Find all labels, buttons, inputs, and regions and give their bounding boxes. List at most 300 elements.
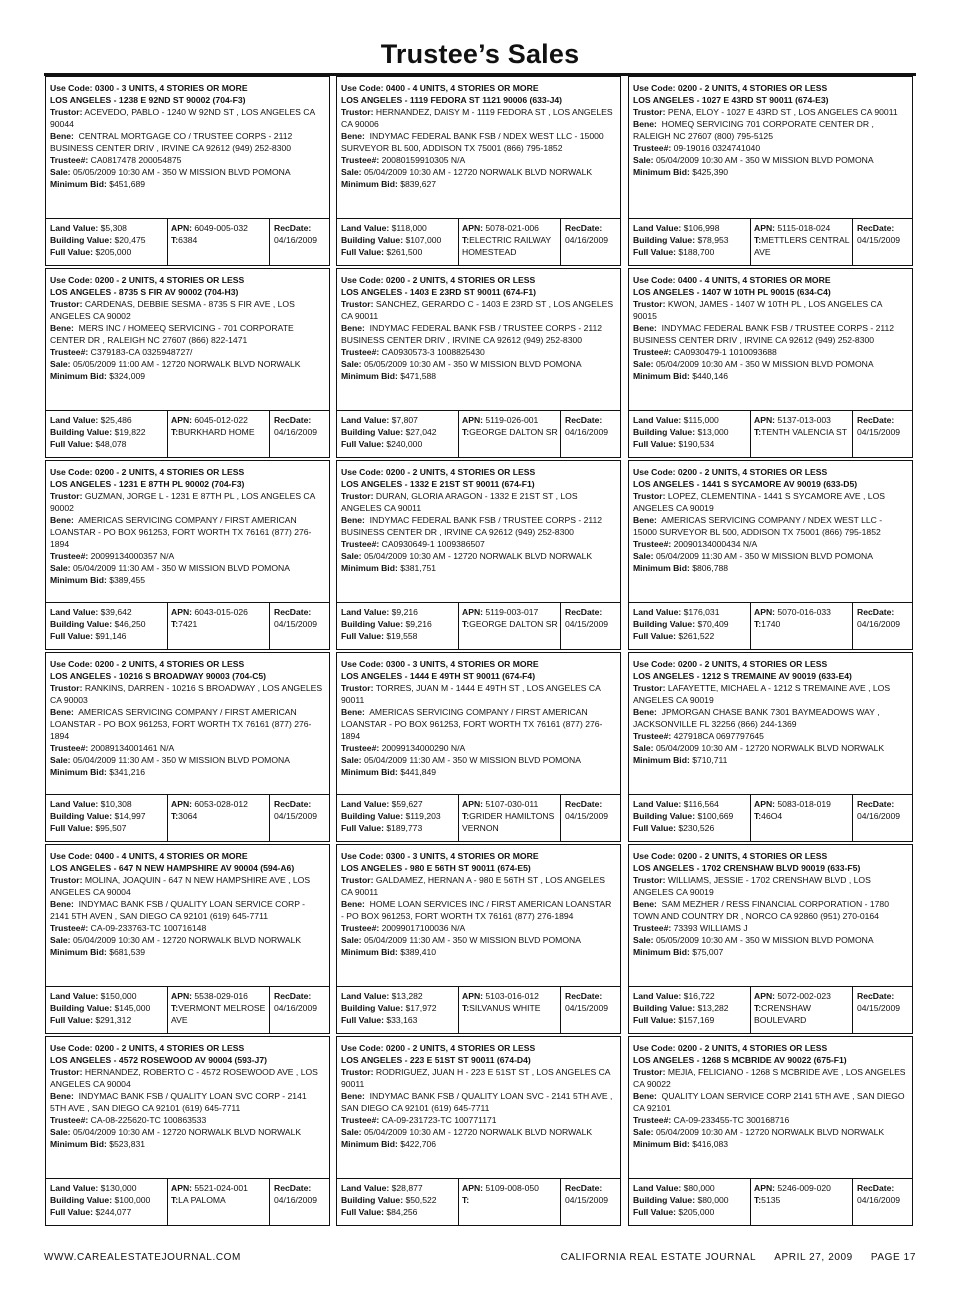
recdate-cell	[565, 990, 620, 1014]
land-value-line	[341, 990, 455, 1002]
trustor-value: SANCHEZ, GERARDO C - 1403 E 23RD ST , LOS ANGELES CA 90011	[341, 299, 614, 321]
apn-label: APN:	[171, 415, 193, 425]
trustee-label: Trustee#:	[341, 347, 380, 357]
sale-line	[633, 934, 908, 946]
page-title: Trustee’s Sales	[380, 39, 580, 69]
land-value-line	[633, 414, 747, 426]
trustee-label: Trustee#:	[50, 551, 89, 561]
land-value-label: Land Value:	[633, 223, 682, 233]
apn-cell	[458, 219, 561, 266]
min-bid-label: Minimum Bid:	[633, 1139, 690, 1149]
tract-line	[754, 810, 852, 822]
trustee-label: Trustee#:	[341, 743, 380, 753]
trustee-value: 20099134000357 N/A	[90, 551, 175, 561]
full-value-label: Full Value:	[341, 1015, 384, 1025]
valuation-row	[46, 218, 329, 266]
bene-label: Bene:	[633, 119, 657, 129]
listing-card	[628, 844, 913, 1034]
building-value-line	[341, 1002, 455, 1014]
min-bid-value: $681,539	[109, 947, 146, 957]
min-bid-value: $441,849	[400, 767, 437, 777]
tract-label: T:	[754, 1195, 762, 1205]
property-address: LOS ANGELES - 1268 S MCBRIDE AV 90022 (675-F1)	[633, 1055, 847, 1065]
land-value: $150,000	[100, 991, 137, 1001]
use-code: Use Code: 0200 - 2 UNITS, 4 STORIES OR LESS	[50, 467, 245, 477]
recdate-value: 04/15/2009	[565, 619, 609, 629]
land-value-label: Land Value:	[341, 991, 390, 1001]
trustor-value: LOPEZ, CLEMENTINA - 1441 S SYCAMORE AVE , LOS ANGELES CA 90019	[633, 491, 886, 513]
apn-line	[171, 414, 269, 426]
apn-cell	[458, 1179, 561, 1226]
recdate-value: 04/16/2009	[274, 1195, 318, 1205]
bene-line	[633, 118, 908, 142]
min-bid-line	[50, 946, 325, 958]
land-value: $9,216	[391, 607, 418, 617]
land-value-line	[341, 606, 455, 618]
listings-row	[44, 76, 916, 268]
trustee-value: 09-19016 0324741040	[673, 143, 761, 153]
full-value-line	[50, 438, 164, 450]
building-value-line	[50, 810, 164, 822]
recdate-label: RecDate:	[565, 223, 603, 233]
building-value-label: Building Value:	[633, 1003, 696, 1013]
trustee-line	[341, 154, 616, 166]
tract-line	[462, 1194, 560, 1206]
trustor-value: CARDENAS, DEBBIE SESMA - 8735 S FIR AVE , LOS ANGELES CA 90002	[50, 299, 295, 321]
recdate-value: 04/15/2009	[565, 1003, 609, 1013]
recdate-label: RecDate:	[565, 799, 603, 809]
land-value-line	[633, 990, 747, 1002]
full-value-line	[633, 630, 747, 642]
sale-label: Sale:	[633, 359, 654, 369]
land-value-line	[50, 990, 164, 1002]
full-value-label: Full Value:	[341, 439, 384, 449]
recdate-value: 04/16/2009	[857, 1195, 901, 1205]
tract-line	[462, 426, 560, 438]
apn-line	[462, 414, 560, 426]
full-value: $157,169	[678, 1015, 715, 1025]
values-cell	[50, 798, 164, 834]
land-value: $106,998	[683, 223, 720, 233]
recdate-label: RecDate:	[857, 991, 895, 1001]
land-value: $13,282	[391, 991, 423, 1001]
min-bid-value: $440,146	[692, 371, 729, 381]
sale-line	[50, 1126, 325, 1138]
listing-info	[341, 850, 616, 958]
trustor-label: Trustor:	[633, 1067, 666, 1077]
full-value: $33,163	[386, 1015, 418, 1025]
sale-value: 05/04/2009 11:30 AM - 350 W MISSION BLVD POMONA	[72, 563, 290, 573]
bene-value: JPMORGAN CHASE BANK 7301 BAYMEADOWS WAY , JACKSONVILLE FL 32256 (866) 244-1369	[633, 707, 880, 729]
apn-cell	[750, 603, 853, 650]
sale-value: 05/04/2009 10:30 AM - 12720 NORWALK BLVD NORWALK	[72, 1127, 302, 1137]
min-bid-value: $839,627	[400, 179, 437, 189]
valuation-row	[629, 794, 912, 842]
valuation-row	[46, 410, 329, 458]
apn-value: 5538-029-016	[194, 991, 248, 1001]
trustee-line	[633, 538, 908, 550]
building-value-line	[341, 810, 455, 822]
recdate-cell	[857, 222, 912, 246]
use-code: Use Code: 0200 - 2 UNITS, 4 STORIES OR LESS	[50, 275, 245, 285]
building-value-line	[341, 618, 455, 630]
full-value-line	[633, 246, 747, 258]
bene-value: INDYMAC BANK FSB / QUALITY LOAN SVC CORP - 2141 5TH AVE , SAN DIEGO CA 92101 (619) 645-7711	[50, 1091, 307, 1113]
bene-value: QUALITY LOAN SERVICE CORP 2141 5TH AVE , SAN DIEGO CA 92101	[633, 1091, 905, 1113]
building-value: $27,042	[405, 427, 437, 437]
trustee-line	[633, 730, 908, 742]
listing-info	[633, 658, 908, 766]
bene-line	[50, 322, 325, 346]
full-value-label: Full Value:	[50, 823, 93, 833]
apn-cell	[750, 987, 853, 1034]
listing-info	[633, 274, 908, 382]
apn-line	[171, 798, 269, 810]
full-value-line	[50, 246, 164, 258]
footer-page: PAGE 17	[870, 1252, 916, 1263]
building-value: $13,000	[697, 427, 729, 437]
trustor-label: Trustor:	[50, 1067, 83, 1077]
land-value: $116,564	[683, 799, 719, 809]
building-value: $119,203	[405, 811, 441, 821]
min-bid-line	[50, 370, 325, 382]
recdate-label: RecDate:	[565, 1183, 603, 1193]
apn-label: APN:	[754, 223, 776, 233]
apn-cell	[167, 219, 270, 266]
trustor-line	[50, 874, 325, 898]
sale-line	[50, 166, 325, 178]
min-bid-value: $389,410	[400, 947, 437, 957]
trustor-value: GALDAMEZ, HERNAN A - 980 E 56TH ST , LOS ANGELES CA 90011	[341, 875, 605, 897]
use-code: Use Code: 0200 - 2 UNITS, 4 STORIES OR LESS	[633, 467, 828, 477]
valuation-row	[46, 1178, 329, 1226]
valuation-row	[629, 218, 912, 266]
recdate-value: 04/16/2009	[274, 427, 318, 437]
apn-cell	[750, 1179, 853, 1226]
tract-label: T:	[754, 811, 762, 821]
use-code: Use Code: 0200 - 2 UNITS, 4 STORIES OR LESS	[50, 659, 245, 669]
apn-label: APN:	[754, 991, 776, 1001]
footer-website[interactable]: WWW.CAREALESTATEJOURNAL.COM	[44, 1252, 241, 1263]
listing-info	[341, 82, 616, 190]
full-value-line	[633, 1014, 747, 1026]
full-value: $95,507	[95, 823, 127, 833]
sale-label: Sale:	[633, 551, 654, 561]
building-value: $19,822	[114, 427, 146, 437]
values-cell	[341, 414, 455, 450]
values-cell	[50, 990, 164, 1026]
bene-label: Bene:	[341, 899, 365, 909]
listing-info	[341, 658, 616, 778]
building-value-label: Building Value:	[50, 1195, 113, 1205]
listing-card	[336, 652, 621, 842]
sale-line	[341, 754, 616, 766]
building-value-line	[50, 1194, 164, 1206]
land-value-line	[341, 414, 455, 426]
land-value-line	[50, 222, 164, 234]
min-bid-line	[633, 370, 908, 382]
valuation-row	[629, 410, 912, 458]
bene-line	[633, 322, 908, 346]
land-value-label: Land Value:	[341, 1183, 390, 1193]
tract-line	[171, 1002, 269, 1026]
tract-value: LA PALOMA	[178, 1195, 226, 1205]
tract-line	[754, 426, 852, 438]
bene-line	[50, 706, 325, 742]
tract-line	[462, 810, 560, 834]
full-value-label: Full Value:	[633, 1015, 676, 1025]
trustor-label: Trustor:	[50, 683, 83, 693]
apn-cell	[458, 987, 561, 1034]
trustee-label: Trustee#:	[341, 923, 380, 933]
bene-label: Bene:	[341, 707, 365, 717]
land-value: $59,627	[391, 799, 423, 809]
tract-line	[754, 234, 852, 258]
property-address: LOS ANGELES - 1238 E 92ND ST 90002 (704-F3)	[50, 95, 246, 105]
listings-row	[44, 268, 916, 460]
full-value-line	[341, 1206, 455, 1218]
valuation-row	[337, 602, 620, 650]
full-value-label: Full Value:	[50, 1207, 93, 1217]
building-value-line	[341, 426, 455, 438]
sale-value: 05/05/2009 11:00 AM - 12720 NORWALK BLVD NORWALK	[72, 359, 301, 369]
min-bid-label: Minimum Bid:	[50, 179, 107, 189]
min-bid-value: $710,711	[692, 755, 728, 765]
valuation-row	[337, 218, 620, 266]
apn-value: 5115-018-024	[777, 223, 831, 233]
tract-label: T:	[462, 427, 470, 437]
apn-cell	[750, 219, 853, 266]
property-address: LOS ANGELES - 1403 E 23RD ST 90011 (674-F1)	[341, 287, 537, 297]
apn-value: 6053-028-012	[194, 799, 248, 809]
min-bid-line	[633, 946, 908, 958]
sale-label: Sale:	[633, 743, 654, 753]
tract-value: 1740	[761, 619, 781, 629]
building-value-label: Building Value:	[633, 619, 696, 629]
apn-line	[171, 606, 269, 618]
building-value-line	[50, 426, 164, 438]
sale-label: Sale:	[341, 1127, 362, 1137]
trustee-label: Trustee#:	[633, 347, 672, 357]
apn-line	[754, 222, 852, 234]
footer-publication: CALIFORNIA REAL ESTATE JOURNAL	[560, 1252, 757, 1263]
bene-label: Bene:	[633, 1091, 657, 1101]
values-cell	[50, 222, 164, 258]
bene-value: MERS INC / HOMEEQ SERVICING - 701 CORPORATE CENTER DR , RALEIGH NC 27607 (866) 822-1471	[50, 323, 294, 345]
min-bid-line	[50, 1138, 325, 1150]
building-value-line	[50, 618, 164, 630]
recdate-cell	[274, 222, 329, 246]
trustor-value: MEJIA, FELICIANO - 1268 S MCBRIDE AVE , LOS ANGELES CA 90022	[633, 1067, 906, 1089]
trustor-label: Trustor:	[341, 107, 374, 117]
sale-label: Sale:	[341, 755, 362, 765]
listings-row	[44, 844, 916, 1036]
property-address: LOS ANGELES - 1407 W 10TH PL 90015 (634-C4)	[633, 287, 831, 297]
full-value: $291,312	[95, 1015, 132, 1025]
apn-line	[171, 990, 269, 1002]
trustee-line	[50, 154, 325, 166]
listing-card	[628, 652, 913, 842]
full-value: $189,773	[386, 823, 423, 833]
full-value-label: Full Value:	[633, 247, 676, 257]
recdate-cell	[857, 990, 912, 1014]
property-address: LOS ANGELES - 4572 ROSEWOOD AV 90004 (593-J7)	[50, 1055, 267, 1065]
trustor-line	[633, 874, 908, 898]
apn-value: 5070-016-033	[777, 607, 831, 617]
trustee-line	[50, 550, 325, 562]
tract-line	[171, 810, 269, 822]
tract-value: SILVANUS WHITE	[469, 1003, 541, 1013]
trustee-label: Trustee#:	[50, 743, 89, 753]
listing-card	[45, 460, 330, 650]
land-value-line	[633, 1182, 747, 1194]
tract-value: 3064	[178, 811, 198, 821]
sale-value: 05/04/2009 10:30 AM - 12720 NORWALK BLVD NORWALK	[363, 551, 593, 561]
building-value-line	[633, 618, 747, 630]
valuation-row	[629, 1178, 912, 1226]
building-value-label: Building Value:	[341, 427, 404, 437]
apn-value: 5109-008-050	[485, 1183, 539, 1193]
building-value-line	[50, 234, 164, 246]
building-value-label: Building Value:	[341, 1195, 404, 1205]
min-bid-line	[633, 1138, 908, 1150]
bene-label: Bene:	[50, 1091, 74, 1101]
tract-label: T:	[754, 1003, 762, 1013]
min-bid-line	[50, 766, 325, 778]
tract-label: T:	[462, 1003, 470, 1013]
full-value: $48,078	[95, 439, 127, 449]
use-code: Use Code: 0400 - 4 UNITS, 4 STORIES OR MORE	[50, 851, 248, 861]
apn-line	[462, 222, 560, 234]
trustor-value: MOLINA, JOAQUIN - 647 N NEW HAMPSHIRE AVE , LOS ANGELES CA 90004	[50, 875, 311, 897]
tract-line	[754, 1194, 852, 1206]
trustee-line	[341, 538, 616, 550]
trustor-value: RANKINS, DARREN - 10216 S BROADWAY , LOS ANGELES CA 90003	[50, 683, 323, 705]
trustee-value: 20099017100036 N/A	[381, 923, 466, 933]
recdate-cell	[274, 798, 329, 822]
sale-line	[633, 358, 908, 370]
full-value: $84,256	[386, 1207, 418, 1217]
trustor-line	[341, 874, 616, 898]
min-bid-label: Minimum Bid:	[50, 1139, 107, 1149]
bene-label: Bene:	[341, 515, 365, 525]
property-address: LOS ANGELES - 1027 E 43RD ST 90011 (674-E3)	[633, 95, 829, 105]
trustor-label: Trustor:	[341, 491, 374, 501]
full-value-line	[341, 246, 455, 258]
recdate-value: 04/16/2009	[565, 427, 609, 437]
trustee-value: CA0930649-1 1009386507	[381, 539, 485, 549]
sale-value: 05/04/2009 10:30 AM - 12720 NORWALK BLVD NORWALK	[363, 1127, 593, 1137]
trustor-line	[341, 682, 616, 706]
apn-value: 6045-012-022	[194, 415, 248, 425]
land-value: $118,000	[391, 223, 427, 233]
full-value: $244,077	[95, 1207, 132, 1217]
use-code: Use Code: 0300 - 3 UNITS, 4 STORIES OR MORE	[50, 83, 248, 93]
min-bid-label: Minimum Bid:	[633, 167, 690, 177]
tract-label: T:	[754, 427, 762, 437]
bene-value: INDYMAC BANK FSB / QUALITY LOAN SVC - 2141 5TH AVE , SAN DIEGO CA 92101 (619) 645-7711	[341, 1091, 613, 1113]
sale-line	[50, 754, 325, 766]
apn-line	[754, 414, 852, 426]
land-value-line	[50, 1182, 164, 1194]
land-value: $5,308	[100, 223, 127, 233]
sale-label: Sale:	[50, 755, 71, 765]
valuation-row	[629, 986, 912, 1034]
use-code: Use Code: 0200 - 2 UNITS, 4 STORIES OR LESS	[633, 1043, 828, 1053]
full-value-label: Full Value:	[633, 823, 676, 833]
listing-info	[341, 466, 616, 574]
values-cell	[341, 606, 455, 642]
trustor-line	[633, 298, 908, 322]
apn-line	[171, 222, 269, 234]
tract-label: T:	[171, 811, 179, 821]
trustor-label: Trustor:	[50, 107, 83, 117]
sale-line	[341, 550, 616, 562]
listing-card	[45, 844, 330, 1034]
min-bid-value: $381,751	[400, 563, 437, 573]
trustee-value: CA0930479-1 1010093688	[673, 347, 777, 357]
valuation-row	[337, 410, 620, 458]
use-code: Use Code: 0400 - 4 UNITS, 4 STORIES OR MORE	[341, 83, 539, 93]
min-bid-value: $471,588	[400, 371, 437, 381]
use-code: Use Code: 0200 - 2 UNITS, 4 STORIES OR LESS	[50, 1043, 245, 1053]
building-value-line	[633, 1194, 747, 1206]
listing-info	[633, 1042, 908, 1150]
bene-line	[633, 514, 908, 538]
trustor-line	[341, 106, 616, 130]
tract-line	[171, 1194, 269, 1206]
min-bid-value: $416,083	[692, 1139, 729, 1149]
property-address: LOS ANGELES - 8735 S FIR AV 90002 (704-H3)	[50, 287, 239, 297]
building-value: $9,216	[405, 619, 432, 629]
tract-label: T:	[171, 427, 179, 437]
tract-line	[171, 234, 269, 246]
full-value-label: Full Value:	[633, 1207, 676, 1217]
property-address: LOS ANGELES - 647 N NEW HAMPSHIRE AV 90004 (594-A6)	[50, 863, 295, 873]
recdate-cell	[274, 990, 329, 1014]
sale-line	[633, 550, 908, 562]
min-bid-label: Minimum Bid:	[341, 767, 398, 777]
sale-label: Sale:	[633, 935, 654, 945]
trustor-label: Trustor:	[50, 875, 83, 885]
recdate-label: RecDate:	[857, 415, 895, 425]
trustor-value: RODRIGUEZ, JUAN H - 223 E 51ST ST , LOS ANGELES CA 90011	[341, 1067, 611, 1089]
land-value-line	[50, 414, 164, 426]
land-value: $16,722	[683, 991, 715, 1001]
apn-value: 5083-018-019	[777, 799, 831, 809]
recdate-cell	[274, 414, 329, 438]
apn-cell	[167, 795, 270, 842]
land-value-label: Land Value:	[341, 607, 390, 617]
trustor-line	[633, 490, 908, 514]
property-address: LOS ANGELES - 980 E 56TH ST 90011 (674-E5)	[341, 863, 531, 873]
tract-label: T:	[462, 235, 470, 245]
land-value-label: Land Value:	[633, 799, 682, 809]
min-bid-label: Minimum Bid:	[50, 371, 107, 381]
bene-label: Bene:	[633, 899, 657, 909]
land-value-line	[633, 798, 747, 810]
min-bid-label: Minimum Bid:	[633, 755, 690, 765]
trustor-line	[341, 1066, 616, 1090]
tract-label: T:	[754, 235, 762, 245]
trustee-line	[633, 346, 908, 358]
recdate-cell	[565, 1182, 620, 1206]
full-value-line	[341, 822, 455, 834]
sale-value: 05/05/2009 10:30 AM - 350 W MISSION BLVD POMONA	[363, 359, 582, 369]
trustee-line	[50, 1114, 325, 1126]
listing-info	[341, 1042, 616, 1150]
land-value: $176,031	[683, 607, 720, 617]
